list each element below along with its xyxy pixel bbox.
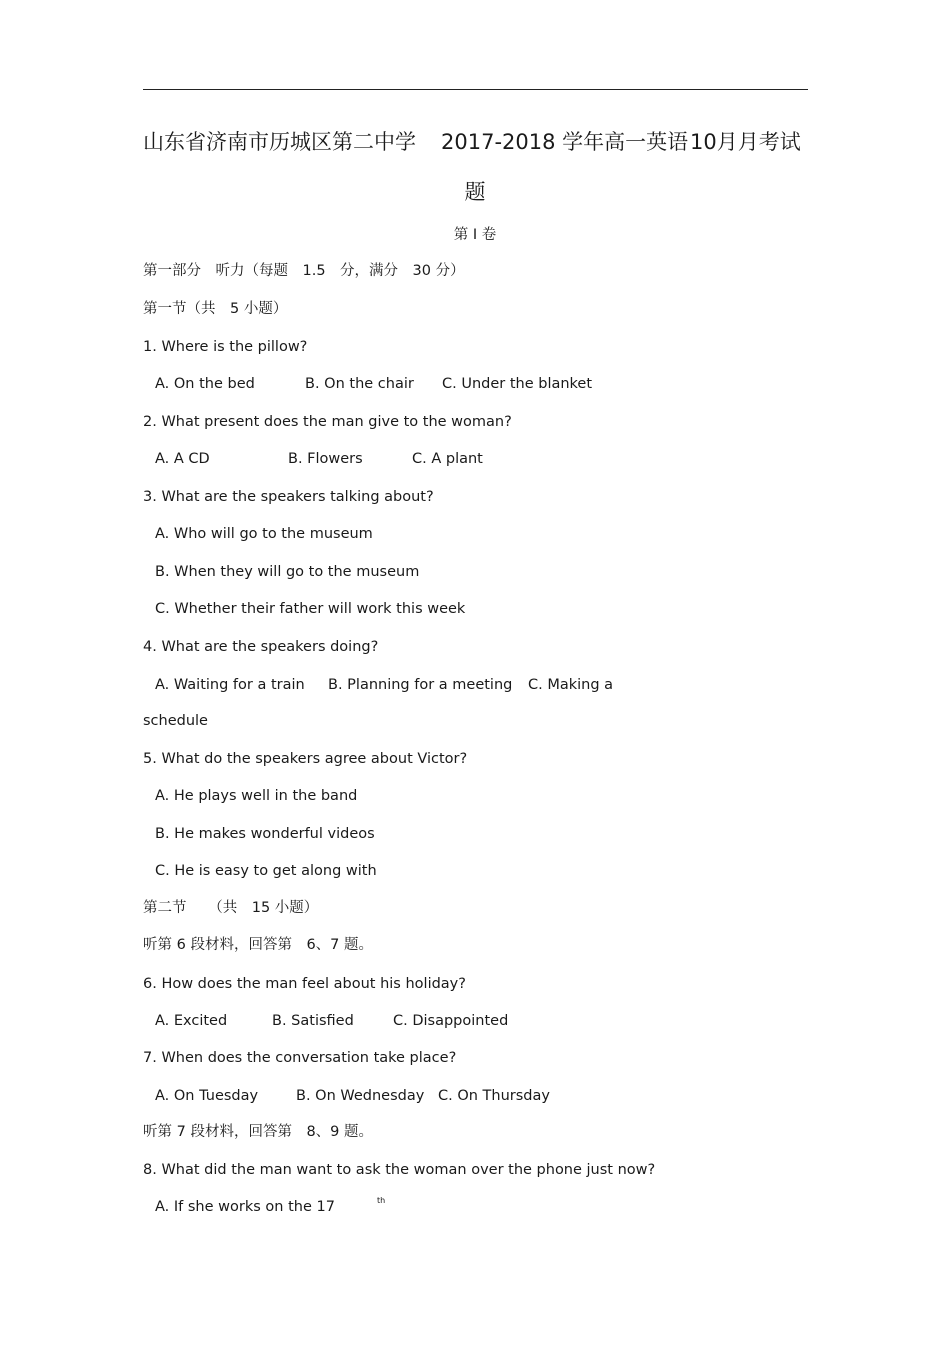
instruction-q8-q9: 听第 7 段材料，回答第 8、9 题。 xyxy=(143,1124,374,1140)
doc-title-line2: 题 xyxy=(464,180,486,204)
q2-option-b: B. Flowers xyxy=(288,451,363,467)
section2-heading: 第二节 （共 15 小题） xyxy=(143,900,319,916)
section1-heading: 第一节（共 5 小题） xyxy=(143,301,288,317)
q6-option-a: A. Excited xyxy=(155,1013,228,1029)
q1-stem: 1. Where is the pillow? xyxy=(143,339,308,355)
q4-option-a: A. Waiting for a train xyxy=(155,677,305,693)
q5-option-a: A. He plays well in the band xyxy=(155,788,358,804)
doc-title-part2: 2017-2018 学年高一英语 xyxy=(441,130,689,154)
q7-option-a: A. On Tuesday xyxy=(155,1088,259,1104)
q7-option-b: B. On Wednesday xyxy=(296,1088,425,1104)
q8-stem: 8. What did the man want to ask the woman over the phone just now? xyxy=(143,1162,656,1178)
header-rule xyxy=(143,89,808,90)
q5-option-c: C. He is easy to get along with xyxy=(155,863,377,879)
instruction-q6-q7: 听第 6 段材料，回答第 6、7 题。 xyxy=(143,937,374,953)
q7-stem: 7. When does the conversation take place? xyxy=(143,1050,457,1066)
q8-option-a: A. If she works on the 17 xyxy=(155,1199,335,1215)
q7-option-c: C. On Thursday xyxy=(438,1088,550,1104)
q5-option-b: B. He makes wonderful videos xyxy=(155,826,375,842)
q8-option-a-superscript: th xyxy=(377,1196,386,1205)
q6-option-c: C. Disappointed xyxy=(393,1013,509,1029)
q4-option-c-continued: schedule xyxy=(143,713,208,729)
q3-option-a: A. Who will go to the museum xyxy=(155,526,373,542)
q3-option-c: C. Whether their father will work this week xyxy=(155,601,466,617)
q1-option-c: C. Under the blanket xyxy=(442,376,593,392)
q4-option-b: B. Planning for a meeting xyxy=(328,677,513,693)
volume-heading: 第 I 卷 xyxy=(453,227,497,243)
q1-option-b: B. On the chair xyxy=(305,376,414,392)
doc-title-part1: 山东省济南市历城区第二中学 xyxy=(143,130,416,154)
q2-stem: 2. What present does the man give to the woman? xyxy=(143,414,512,430)
q4-option-c: C. Making a xyxy=(528,677,614,693)
q2-option-a: A. A CD xyxy=(155,451,210,467)
q4-stem: 4. What are the speakers doing? xyxy=(143,639,379,655)
doc-title-part3: 10月月考试 xyxy=(690,130,801,154)
q1-option-a: A. On the bed xyxy=(155,376,255,392)
q5-stem: 5. What do the speakers agree about Victor? xyxy=(143,751,468,767)
q3-option-b: B. When they will go to the museum xyxy=(155,564,420,580)
q6-option-b: B. Satisfied xyxy=(272,1013,354,1029)
q6-stem: 6. How does the man feel about his holiday? xyxy=(143,976,466,992)
q3-stem: 3. What are the speakers talking about? xyxy=(143,489,434,505)
q2-option-c: C. A plant xyxy=(412,451,483,467)
part1-heading: 第一部分 听力（每题 1.5 分，满分 30 分） xyxy=(143,263,465,279)
